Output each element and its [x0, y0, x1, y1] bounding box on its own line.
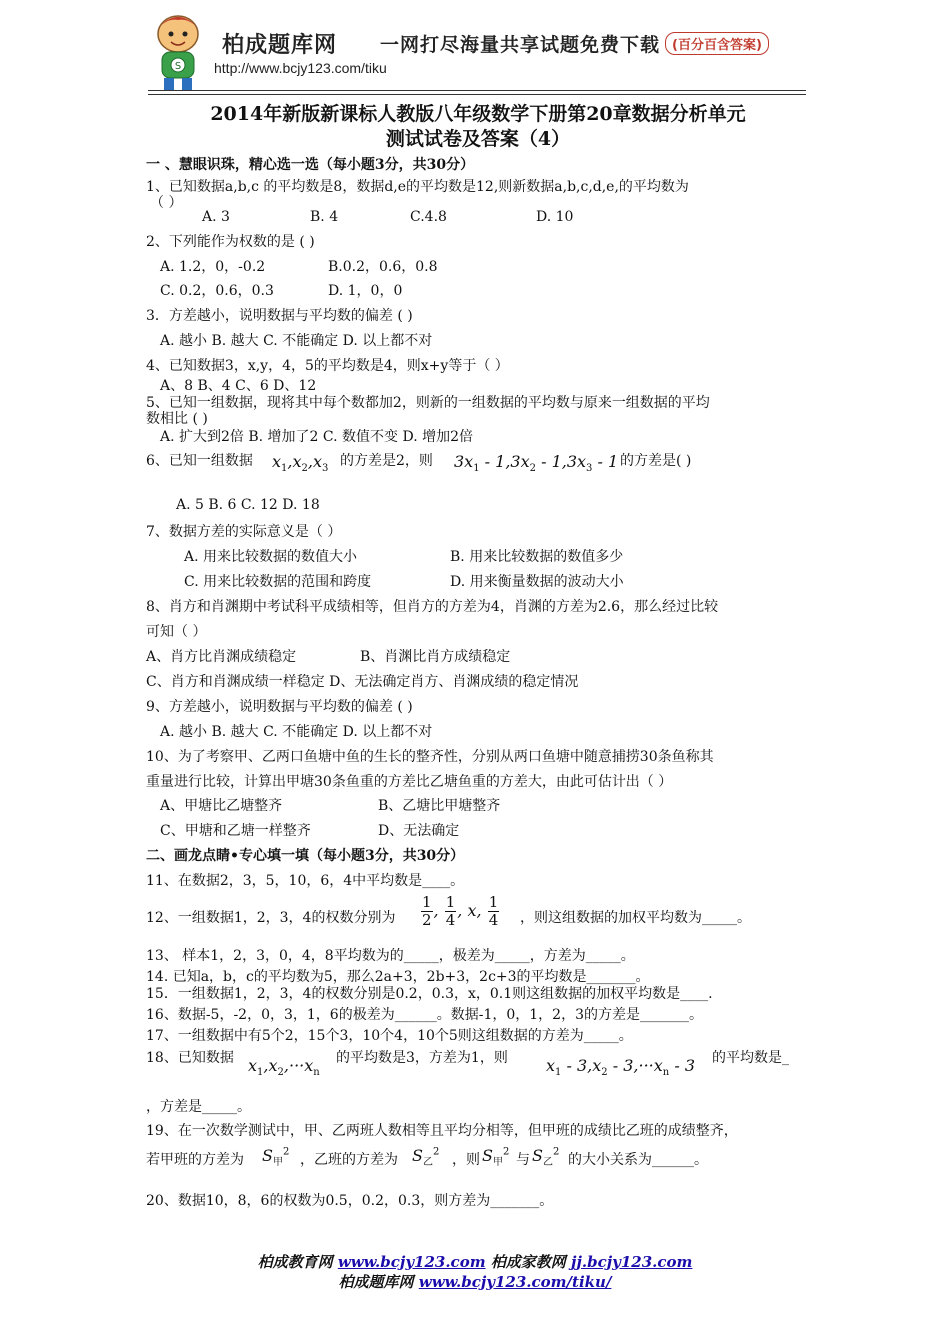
q9-text: 9、方差越小，说明数据与平均数的偏差 ( ) — [146, 699, 413, 715]
q2-option-d: D. 1，0，0 — [328, 283, 403, 299]
s-symbol: S — [532, 1146, 543, 1165]
q19-s-yi-2 — [532, 1146, 559, 1168]
q1-option-b: B. 4 — [310, 209, 339, 225]
s-subscript-jia: 甲 — [272, 1157, 283, 1169]
q11-text: 11、在数据2，3，5，10，6，4中平均数是____。 — [146, 873, 465, 889]
q20-text: 20、数据10，8，6的权数为0.5，0.2，0.3，则方差为_______。 — [146, 1193, 554, 1209]
q15-text: 15．一组数据1，2，3，4的权数分别是0.2，0.3，x，0.1则这组数据的加权平均数是____. — [146, 986, 713, 1002]
q8-option-b: B、肖渊比肖方成绩稳定 — [360, 649, 511, 665]
mascot-logo — [148, 10, 208, 92]
q10-option-a: A、甲塘比乙塘整齐 — [160, 798, 283, 814]
q1-option-d: D. 10 — [536, 209, 574, 225]
q2-text: 2、下列能作为权数的是 ( ) — [146, 234, 315, 250]
q6-prefix: 6、已知一组数据 — [146, 453, 253, 469]
q12-prefix: 12、一组数据1，2，3，4的权数分别为 — [146, 910, 396, 926]
q1-option-a: A. 3 — [202, 209, 230, 225]
q6-transform-expr: $3x_1 - 1,3x_2 - 1,3x_3 - 1$ — [454, 452, 619, 475]
q1-option-c: C.4.8 — [410, 209, 447, 225]
q7-option-b: B. 用来比较数据的数值多少 — [450, 549, 624, 565]
q18-data-expr: $x_1,x_2,\cdot\cdot\cdot x_n$ — [248, 1056, 320, 1079]
q3-text: 3．方差越小，说明数据与平均数的偏差 ( ) — [146, 308, 413, 324]
footer-label-edu: 柏成教育网 — [257, 1253, 338, 1271]
q18-middle: 的平均数是3，方差为1，则 — [336, 1050, 508, 1066]
q8-text: 8、肖方和肖渊期中考试科平成绩相等，但肖方的方差为4，肖渊的方差为2.6，那么经过比较 — [146, 599, 719, 615]
footer-line2 — [0, 1271, 950, 1292]
q5-text: 5、已知一组数据，现将其中每个数都加2，则新的一组数据的平均数与原来一组数据的平均 — [146, 395, 710, 411]
header-divider — [148, 90, 806, 91]
site-name: 柏成题库网 — [222, 33, 338, 58]
q1-text: 1、已知数据a,b,c 的平均数是8，数据d,e的平均数是12,则新数据a,b,c,d,e,的平均数为 — [146, 179, 689, 195]
q19-and: 与 — [516, 1152, 530, 1168]
s-subscript-jia: 甲 — [492, 1157, 503, 1169]
s-square: 2 — [502, 1146, 510, 1158]
footer-label-tutor: 柏成家教网 — [485, 1253, 572, 1271]
q12-suffix: ，则这组数据的加权平均数为_____。 — [520, 910, 751, 926]
q7-option-a: A. 用来比较数据的数值大小 — [184, 549, 358, 565]
header-divider-2 — [148, 94, 806, 95]
s-symbol: S — [482, 1146, 493, 1165]
footer-label-tiku: 柏成题库网 — [338, 1273, 419, 1291]
q14-text: 14. 已知a，b，c的平均数为5，那么2a+3，2b+3，2c+3的平均数是_______。 — [146, 969, 650, 985]
q12-weights: $\frac{1}{2}$ , $\frac{1}{4}$ , x, $\frac{1}{4}$ — [422, 893, 499, 929]
s-square: 2 — [432, 1146, 440, 1158]
q19-prefix: 若甲班的方差为 — [146, 1152, 244, 1168]
q16-text: 16、数据-5，-2，0，3，1，6的极差为______。数据-1，0，1，2，3的方差是_______。 — [146, 1007, 703, 1023]
svg-text:S: S — [174, 61, 182, 72]
q6-data-expr: $x_1,x_2,x_3$ — [272, 452, 329, 475]
q12-weight-4: $\frac{1}{4}$ — [488, 893, 499, 929]
q12-weight-2: $\frac{1}{4}$ — [445, 893, 456, 929]
q4-text: 4、已知数据3，x,y，4，5的平均数是4，则x+y等于（ ） — [146, 358, 509, 374]
q10-option-d: D、无法确定 — [378, 823, 460, 839]
site-slogan: 一网打尽海量共享试题免费下载 — [380, 34, 661, 56]
answer-badge: (百分百含答案) — [665, 32, 769, 55]
q5-options: A. 扩大到2倍 B. 增加了2 C. 数值不变 D. 增加2倍 — [160, 429, 474, 445]
q18-transform-expr: $x_1 - 3,x_2 - 3,\cdot\cdot\cdot x_n - 3$ — [546, 1056, 695, 1079]
q18-prefix: 18、已知数据 — [146, 1050, 234, 1066]
page-title-line1: 2014年新版新课标人教版八年级数学下册第20章数据分析单元 — [210, 103, 746, 125]
q12-weight-1: $\frac{1}{2}$ — [422, 893, 432, 929]
footer-link-edu[interactable]: www.bcjy123.com — [337, 1253, 486, 1271]
s-symbol: S — [412, 1146, 423, 1165]
q19-text: 19、在一次数学测试中，甲、乙两班人数相等且平均分相等，但甲班的成绩比乙班的成绩整齐， — [146, 1123, 738, 1139]
q19-middle-2: ，则 — [452, 1152, 480, 1168]
q6-middle: 的方差是2，则 — [340, 453, 433, 469]
page-title-line2: 测试试卷及答案（4） — [385, 128, 571, 150]
q19-s-yi-1 — [412, 1146, 439, 1168]
q18-suffix: 的平均数是_ — [712, 1050, 789, 1066]
section1-heading: 一 、慧眼识珠，精心选一选（每小题3分，共30分） — [146, 157, 475, 173]
q13-text: 13、 样本1，2，3，0，4，8平均数为的_____，极差为_____，方差为_____。 — [146, 948, 635, 964]
q3-options: A. 越小 B. 越大 C. 不能确定 D. 以上都不对 — [160, 333, 433, 349]
footer-link-tiku[interactable]: www.bcjy123.com/tiku/ — [418, 1273, 612, 1291]
q2-option-c: C. 0.2，0.6，0.3 — [160, 283, 274, 299]
q6-suffix: 的方差是( ) — [620, 453, 692, 469]
q2-option-b: B.0.2，0.6，0.8 — [328, 259, 438, 275]
q7-text: 7、数据方差的实际意义是（ ） — [146, 524, 342, 540]
footer-link-tutor[interactable]: jj.bcjy123.com — [571, 1253, 693, 1271]
q19-s-jia-1 — [262, 1146, 289, 1168]
q10-option-c: C、甲塘和乙塘一样整齐 — [160, 823, 311, 839]
q8-option-a: A、肖方比肖渊成绩稳定 — [146, 649, 297, 665]
header-url[interactable]: http://www.bcjy123.com/tiku — [214, 60, 387, 76]
footer-line1 — [0, 1251, 950, 1272]
q1-paren: （ ） — [150, 195, 183, 211]
q4-options: A、8 B、4 C、6 D、12 — [160, 378, 317, 394]
q12-weight-x: x — [467, 901, 477, 920]
q9-options: A. 越小 B. 越大 C. 不能确定 D. 以上都不对 — [160, 724, 433, 740]
q10-option-b: B、乙塘比甲塘整齐 — [378, 798, 501, 814]
q2-option-a: A. 1.2，0，-0.2 — [160, 259, 266, 275]
q10-text: 10、为了考察甲、乙两口鱼塘中鱼的生长的整齐性，分别从两口鱼塘中随意捕捞30条鱼称其 — [146, 749, 714, 765]
q10-text-2: 重量进行比较，计算出甲塘30条鱼重的方差比乙塘鱼重的方差大，由此可估计出（ ） — [146, 774, 673, 790]
s-subscript-yi: 乙 — [542, 1157, 553, 1169]
q6-options: A. 5 B. 6 C. 12 D. 18 — [176, 497, 320, 513]
q19-suffix: 的大小关系为______。 — [568, 1152, 708, 1168]
q8-text-2: 可知（ ） — [146, 624, 207, 640]
s-square: 2 — [552, 1146, 560, 1158]
q8-option-cd: C、肖方和肖渊成绩一样稳定 D、无法确定肖方、肖渊成绩的稳定情况 — [146, 674, 579, 690]
q7-option-d: D. 用来衡量数据的波动大小 — [450, 574, 624, 590]
q5-text-2: 数相比 ( ) — [146, 411, 208, 427]
s-square: 2 — [282, 1146, 290, 1158]
s-symbol: S — [262, 1146, 273, 1165]
q7-option-c: C. 用来比较数据的范围和跨度 — [184, 574, 372, 590]
q18-text-2: ，方差是_____。 — [146, 1099, 251, 1115]
s-subscript-yi: 乙 — [422, 1157, 433, 1169]
section2-heading: 二、画龙点睛•专心填一填（每小题3分，共30分） — [146, 848, 465, 864]
q19-s-jia-2 — [482, 1146, 509, 1168]
q17-text: 17、一组数据中有5个2，15个3，10个4，10个5则这组数据的方差为_____。 — [146, 1028, 633, 1044]
q19-middle-1: ，乙班的方差为 — [300, 1152, 398, 1168]
